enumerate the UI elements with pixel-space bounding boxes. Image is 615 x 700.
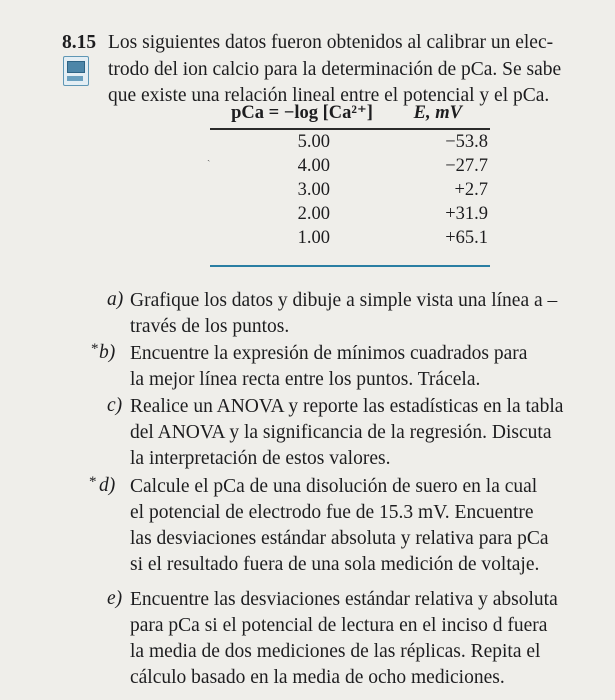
pca-value: 4.00 [297, 155, 330, 176]
potential-value: +65.1 [445, 227, 488, 248]
part-c-label: c) [107, 395, 123, 416]
intro-line-2: trodo del ion calcio para la determinación de pCa. Se sabe [108, 59, 562, 80]
pca-value: 1.00 [297, 227, 330, 248]
part-e-line-1: Encuentre las desviaciones estándar relativa y absoluta [130, 589, 558, 610]
table-row [210, 178, 490, 202]
part-b-line-2: la mejor línea recta entre los puntos. Trácela. [130, 369, 481, 390]
part-d-line-1: Calcule el pCa de una disolución de suero en la cual [130, 476, 538, 497]
part-c-line-1: Realice un ANOVA y reporte las estadísticas en la tabla [130, 396, 564, 417]
pca-value: 2.00 [297, 203, 330, 224]
part-b-star: * [91, 341, 99, 357]
part-d-line-3: las desviaciones estándar absoluta y relativa para pCa [130, 528, 549, 549]
potential-value: +2.7 [454, 179, 488, 200]
part-c-line-2: del ANOVA y la significancia de la regresión. Discuta [130, 422, 552, 443]
intro-line-1: Los siguientes datos fueron obtenidos al calibrar un elec- [108, 32, 554, 53]
intro-line-3: que existe una relación lineal entre el potencial y el pCa. [108, 85, 550, 106]
part-e-line-3: la media de dos mediciones de las réplicas. Repita el [130, 641, 541, 662]
part-b-line-1: Encuentre la expresión de mínimos cuadrados para [130, 343, 528, 364]
pca-value: 5.00 [297, 131, 330, 152]
spreadsheet-icon [63, 56, 89, 86]
col-header-potential: E, mV [394, 100, 490, 129]
part-a-line-2: través de los puntos. [130, 316, 290, 337]
table-bottom-rule [210, 265, 490, 267]
potential-value: +31.9 [445, 203, 488, 224]
calibration-table [210, 100, 490, 256]
part-a-label: a) [107, 289, 124, 310]
part-e-label: e) [107, 588, 123, 609]
part-e-line-2: para pCa si el potencial de lectura en el inciso d fuera [130, 615, 548, 636]
part-d-star: * [89, 474, 97, 490]
col-header-pca: pCa = −log [Ca²⁺] [210, 100, 394, 129]
part-b-label: b) [99, 342, 116, 363]
problem-number: 8.15 [62, 32, 97, 53]
part-d-line-4: si el resultado fuera de una sola medición de voltaje. [130, 554, 540, 575]
table-row [210, 154, 490, 178]
table-row [210, 226, 490, 256]
table-row [210, 129, 490, 154]
table-row [210, 202, 490, 226]
part-d-line-2: el potencial de electrodo fue de 15.3 mV. Encuentre [130, 502, 534, 523]
part-a-line-1: Grafique los datos y dibuje a simple vista una línea a – [130, 290, 558, 311]
potential-value: −27.7 [445, 155, 488, 176]
pca-value: 3.00 [297, 179, 330, 200]
potential-value: −53.8 [445, 131, 488, 152]
part-d-label: d) [99, 475, 116, 496]
part-e-line-4: cálculo basado en la media de ocho mediciones. [130, 667, 505, 688]
stray-mark: ˎ [207, 151, 211, 162]
part-c-line-3: la interpretación de estos valores. [130, 448, 391, 469]
